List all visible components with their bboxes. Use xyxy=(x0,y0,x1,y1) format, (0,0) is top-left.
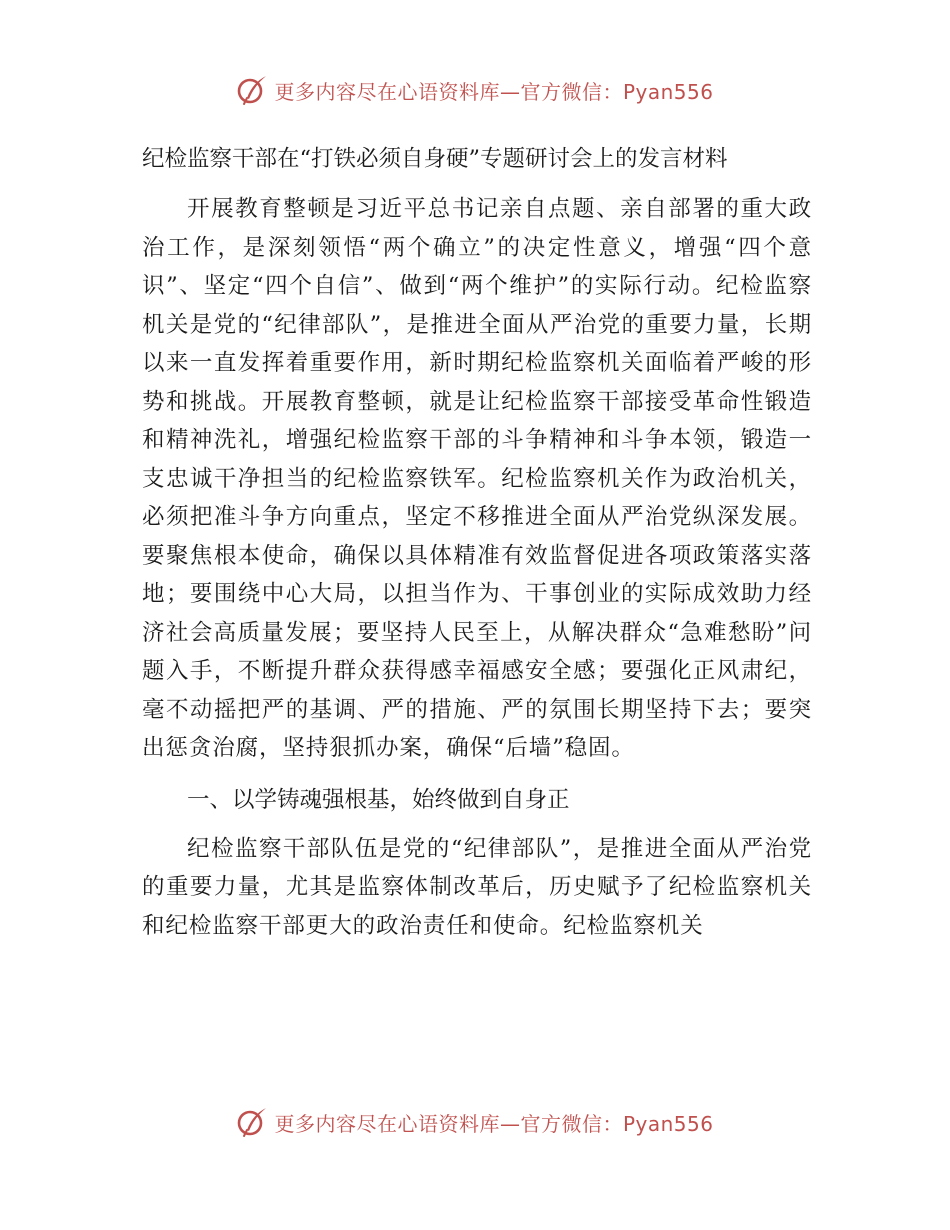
section-heading: 一、以学铸魂强根基，始终做到自身正 xyxy=(187,786,570,813)
header-banner xyxy=(0,70,950,110)
banner-text: 更多内容尽在心语资料库—官方微信：Pyan556 xyxy=(274,1111,714,1136)
quill-logo-icon xyxy=(236,1106,268,1138)
banner-text: 更多内容尽在心语资料库—官方微信：Pyan556 xyxy=(274,79,714,104)
document-title: 纪检监察干部在“打铁必须自身硬”专题研讨会上的发言材料 xyxy=(142,146,728,172)
section-paragraph: 纪检监察干部队伍是党的“纪律部队”，是推进全面从严治党的重要力量，尤其是监察体制改革后，历史赋予了纪检监察机关和纪检监察干部更大的政治责任和使命。纪检监察机关 xyxy=(142,835,812,939)
body-paragraph: 开展教育整顿是习近平总书记亲自点题、亲自部署的重大政治工作，是深刻领悟“两个确立”的决定性意义，增强“四个意识”、坚定“四个自信”、做到“两个维护”的实际行动。纪检监察机关是党的“纪律部队”，是推进全面从严治党的重要力量，长期以来一直发挥着重要作用，新时期纪检监察机关面临着严峻的形势和挑战。开展教育整顿，就是让纪检监察干部接受革命性锻造和精神洗礼，增强纪检监察干部的斗争精神和斗争本领，锻造一支忠诚干净担当的纪检监察铁军。纪检监察机关作为政治机关，必须把准斗争方向重点，坚定不移推进全面从严治党纵深发展。要聚焦根本使命，确保以具体精准有效监督促进各项政策落实落地；要围绕中心大局，以担当作为、干事创业的实际成效助力经济社会高质量发展；要坚持人民至上，从解决群众“急难愁盼”问题入手，不断提升群众获得感幸福感安全感；要强化正风肃纪，毫不动摇把严的基调、严的措施、严的氛围长期坚持下去；要突出惩贪治腐，坚持狠抓办案，确保“后墙”稳固。 xyxy=(142,196,812,761)
quill-logo-icon xyxy=(236,74,268,106)
document-body xyxy=(142,140,812,945)
footer-banner xyxy=(0,1102,950,1142)
